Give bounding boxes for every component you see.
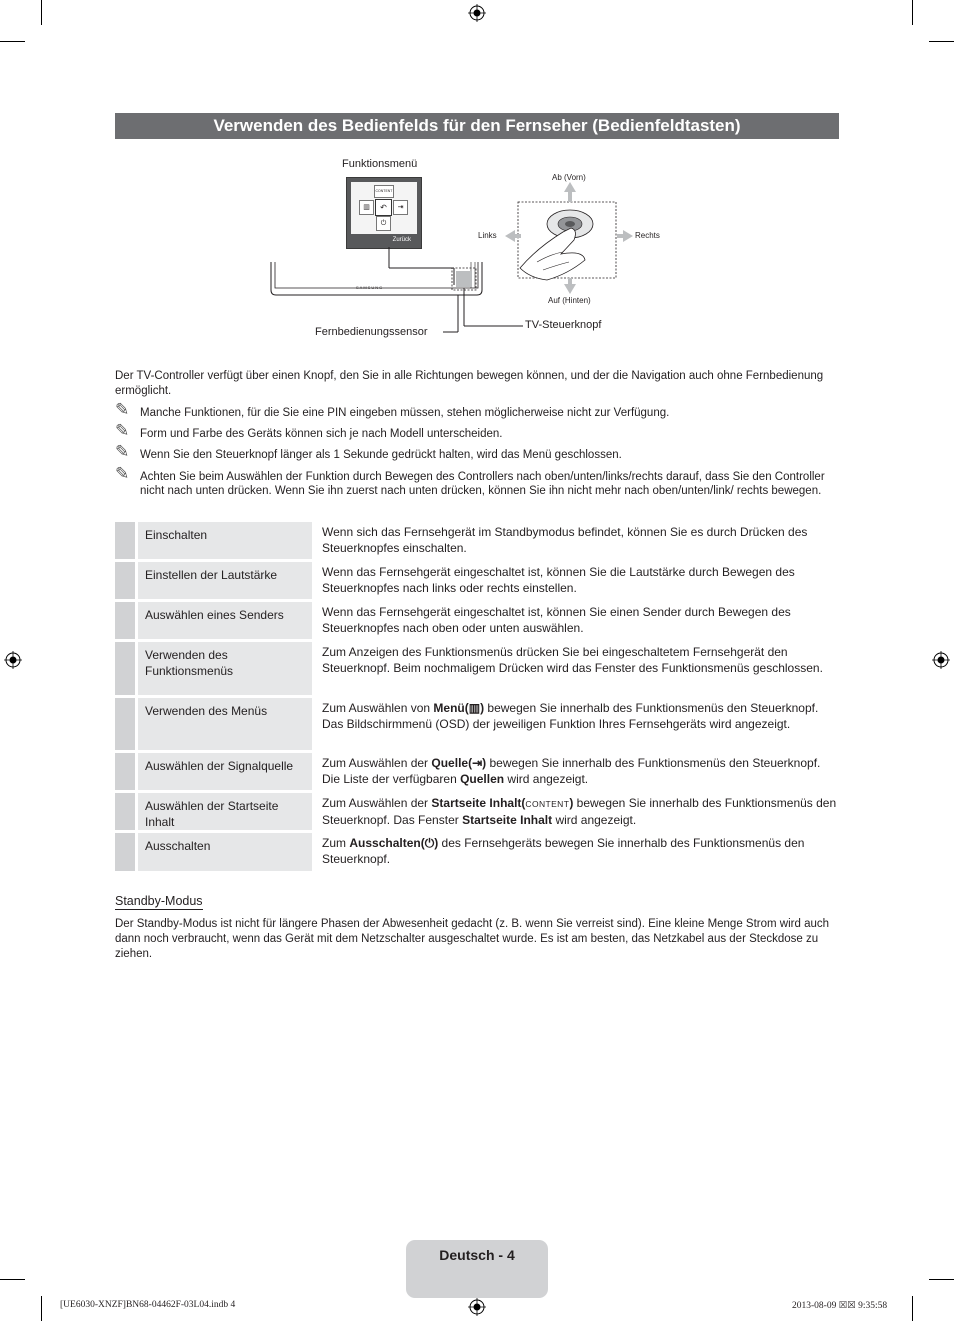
note-pen-icon: ✎	[115, 421, 130, 440]
row-marker	[115, 642, 135, 695]
intro-text: Der TV-Controller verfügt über einen Knopf, den Sie in alle Richtungen bewegen können, und der die Navigation auch ohne Fernbedienung ermöglicht.	[115, 370, 824, 397]
return-icon: ↶	[375, 199, 392, 216]
registration-mark-icon	[468, 1298, 486, 1316]
table-row	[115, 522, 839, 559]
function-description: Zum Auswählen von Menü(▥) bewegen Sie innerhalb des Funktionsmenüs den Steuerknopf. Das Bildschirmmenü (OSD) der jeweiligen Funktion Ihres Fernsehgeräts wird angezeigt.	[322, 701, 819, 731]
standby-heading: Standby-Modus	[115, 894, 203, 908]
note-item: ✎ Manche Funktionen, für die Sie eine PIN eingeben müssen, stehen möglicherweise nicht zur Verfügung.	[115, 400, 670, 419]
tv-brand-label: SAMSUNG	[356, 285, 384, 290]
source-icon: ⇥	[472, 756, 483, 770]
function-name: Auswählen der Startseite Inhalt	[138, 793, 312, 830]
content-icon: CONTENT	[525, 799, 570, 809]
menu-back-label: Zurück	[392, 237, 411, 243]
function-name: Einstellen der Lautstärke	[138, 562, 312, 599]
row-marker	[115, 602, 135, 639]
tv-steuerknopf-label: TV-Steuerknopf	[525, 319, 602, 331]
table-row	[115, 698, 839, 750]
crop-mark	[41, 0, 42, 25]
source-icon: ⇥	[393, 200, 408, 215]
crop-mark	[0, 41, 25, 42]
crop-mark	[929, 41, 954, 42]
registration-mark-icon	[4, 651, 22, 669]
rechts-label: Rechts	[635, 231, 660, 240]
function-description: Zum Auswählen der Quelle(⇥) bewegen Sie innerhalb des Funktionsmenüs den Steuerknopf. Die Liste der verfügbaren Quellen wird angezeigt.	[322, 756, 821, 786]
page-number-badge: Deutsch - 4	[406, 1240, 548, 1298]
fernbedienungssensor-label: Fernbedienungssensor	[315, 326, 428, 338]
crop-mark	[929, 1279, 954, 1280]
content-icon: CONTENT	[374, 185, 394, 198]
table-row	[115, 753, 839, 790]
tv-diagram-lines	[265, 170, 665, 345]
function-description: Zum Auswählen der Startseite Inhalt(CONTENT) bewegen Sie innerhalb des Funktionsmenüs den Steuerknopf. Das Fenster Startseite Inhalt wird angezeigt.	[322, 796, 837, 827]
table-row	[115, 602, 839, 639]
note-item: ✎ Achten Sie beim Auswählen der Funktion durch Bewegen des Controllers nach oben/unten/links/rechts darauf, dass Sie den Controller nicht nach unten drücken. Wenn Sie ihn zuerst nach unten drücken, können Sie ihn nicht mehr nach oben/unten/link/ rechts bewegen.	[115, 464, 825, 497]
row-marker	[115, 753, 135, 790]
footer-timestamp: 2013-08-09 ☒☒ 9:35:58	[792, 1301, 888, 1311]
page-title: Verwenden des Bedienfelds für den Fernseher (Bedienfeldtasten)	[115, 113, 839, 139]
control-functions-table	[115, 522, 839, 874]
footer-file-info: [UE6030-XNZF]BN68-04462F-03L04.indb 4	[60, 1300, 236, 1310]
crop-mark	[912, 0, 913, 25]
funktionsmenu-label: Funktionsmenü	[342, 158, 418, 170]
note-pen-icon: ✎	[115, 400, 130, 419]
power-icon: ⏻	[376, 216, 391, 231]
function-description: Wenn sich das Fernsehgerät im Standbymodus befindet, können Sie es durch Drücken des Steuerknopfes einschalten.	[322, 525, 808, 555]
function-name: Auswählen der Signalquelle	[138, 753, 312, 790]
function-name: Einschalten	[138, 522, 312, 559]
ab-vorn-label: Ab (Vorn)	[552, 173, 586, 182]
registration-mark-icon	[468, 4, 486, 22]
crop-mark	[912, 1296, 913, 1321]
note-item: ✎ Form und Farbe des Geräts können sich je nach Modell unterscheiden.	[115, 421, 503, 440]
note-pen-icon: ✎	[115, 442, 130, 461]
table-row	[115, 642, 839, 695]
row-marker	[115, 698, 135, 750]
function-description: Wenn das Fernsehgerät eingeschaltet ist, können Sie einen Sender durch Bewegen des Steuerknopfes nach oben oder unten auswählen.	[322, 605, 791, 635]
row-marker	[115, 522, 135, 559]
note-item: ✎ Wenn Sie den Steuerknopf länger als 1 Sekunde gedrückt halten, wird das Menü geschlossen.	[115, 442, 622, 461]
function-name: Verwenden des Funktionsmenüs	[138, 642, 312, 695]
function-name: Verwenden des Menüs	[138, 698, 312, 750]
menu-icon: ▥	[468, 701, 481, 715]
row-marker	[115, 793, 135, 830]
row-marker	[115, 833, 135, 871]
crop-mark	[41, 1296, 42, 1321]
table-row	[115, 833, 839, 871]
function-description: Zum Ausschalten(⏻) des Fernsehgeräts bewegen Sie innerhalb des Funktionsmenüs den Steuerknopf.	[322, 836, 805, 866]
function-name: Auswählen eines Senders	[138, 602, 312, 639]
table-row	[115, 562, 839, 599]
links-label: Links	[478, 231, 497, 240]
function-description: Wenn das Fernsehgerät eingeschaltet ist, können Sie die Lautstärke durch Bewegen des Steuerknopfes nach links oder rechts einstellen.	[322, 565, 795, 595]
menu-icon: ▥	[359, 200, 374, 215]
crop-mark	[0, 1279, 25, 1280]
power-icon: ⏻	[424, 836, 435, 850]
table-row	[115, 793, 839, 830]
note-pen-icon: ✎	[115, 464, 130, 483]
auf-hinten-label: Auf (Hinten)	[548, 296, 591, 305]
function-description: Zum Anzeigen des Funktionsmenüs drücken Sie bei eingeschaltetem Fernsehgerät den Steuerknopf. Beim nochmaligem Drücken wird das Fenster des Funktionsmenüs geschlossen.	[322, 645, 823, 675]
function-name: Ausschalten	[138, 833, 312, 871]
registration-mark-icon	[932, 651, 950, 669]
row-marker	[115, 562, 135, 599]
standby-text: Der Standby-Modus ist nicht für längere Phasen der Abwesenheit gedacht (z. B. wenn Sie verreist sind). Eine kleine Menge Strom wird auch dann noch verbraucht, wenn das Gerät mit dem Netzschalter ausgeschaltet wurde. Es ist am besten, das Netzkabel aus der Steckdose zu ziehen.	[115, 918, 830, 960]
